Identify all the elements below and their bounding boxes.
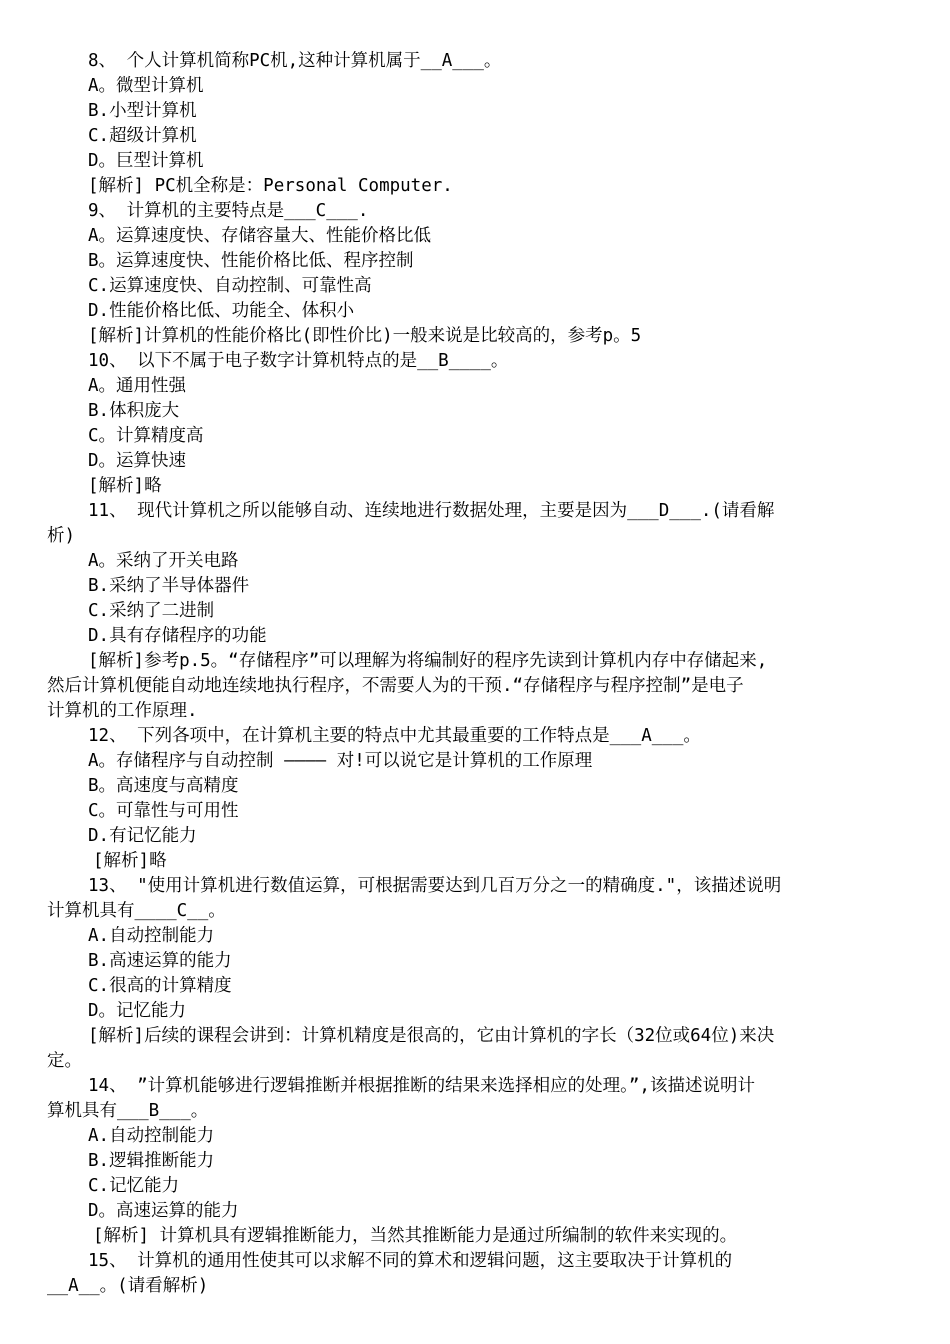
q12-option-a: A。存储程序与自动控制 ———— 对!可以说它是计算机的工作原理: [88, 751, 593, 771]
q14-explanation: [解析] 计算机具有逻辑推断能力，当然其推断能力是通过所编制的软件来实现的。: [93, 1226, 738, 1246]
q14-option-d: D。高速运算的能力: [88, 1201, 239, 1221]
q13-option-c: C.很高的计算精度: [88, 976, 232, 996]
q10-option-b: B.体积庞大: [88, 401, 180, 421]
q10-explanation: [解析]略: [88, 476, 162, 496]
q15-stem-continued: __A__。(请看解析): [47, 1276, 209, 1296]
q11-explanation: [解析]参考p.5。“存储程序”可以理解为将编制好的程序先读到计算机内存中存储起来,: [88, 651, 768, 671]
q13-explanation-continued: 定。: [47, 1051, 82, 1071]
q14-stem: 14、 ”计算机能够进行逻辑推断并根据推断的结果来选择相应的处理。”,该描述说明计: [88, 1076, 755, 1096]
q11-explanation-continued-1: 然后计算机便能自动地连续地执行程序，不需要人为的干预.“存储程序与程序控制”是电子: [47, 676, 744, 696]
q13-explanation: [解析]后续的课程会讲到：计算机精度是很高的，它由计算机的字长（32位或64位)来决: [88, 1026, 775, 1046]
q8-option-c: C.超级计算机: [88, 126, 197, 146]
q12-stem: 12、 下列各项中，在计算机主要的特点中尤其最重要的工作特点是___A___。: [88, 726, 701, 746]
q15-stem: 15、 计算机的通用性使其可以求解不同的算术和逻辑问题，这主要取决于计算机的: [88, 1251, 733, 1271]
q14-option-b: B.逻辑推断能力: [88, 1151, 215, 1171]
q8-option-b: B.小型计算机: [88, 101, 197, 121]
q13-option-a: A.自动控制能力: [88, 926, 215, 946]
q11-explanation-continued-2: 计算机的工作原理.: [47, 701, 198, 721]
q9-option-a: A。运算速度快、存储容量大、性能价格比低: [88, 226, 432, 246]
q11-stem: 11、 现代计算机之所以能够自动、连续地进行数据处理，主要是因为___D___.(请看解: [88, 501, 775, 521]
q14-option-a: A.自动控制能力: [88, 1126, 215, 1146]
q8-stem: 8、 个人计算机简称PC机,这种计算机属于__A___。: [88, 51, 502, 71]
q9-option-d: D.性能价格比低、功能全、体积小: [88, 301, 355, 321]
q10-option-a: A。通用性强: [88, 376, 187, 396]
q13-option-d: D。记忆能力: [88, 1001, 187, 1021]
q12-option-b: B。高速度与高精度: [88, 776, 239, 796]
q14-option-c: C.记忆能力: [88, 1176, 180, 1196]
q9-explanation: [解析]计算机的性能价格比(即性价比)一般来说是比较高的，参考p。5: [88, 326, 642, 346]
q12-option-c: C。可靠性与可用性: [88, 801, 239, 821]
q13-stem: 13、 "使用计算机进行数值运算，可根据需要达到几百万分之一的精确度."，该描述说明: [88, 876, 782, 896]
q13-stem-continued: 计算机具有____C__。: [47, 901, 226, 921]
q8-option-d: D。巨型计算机: [88, 151, 204, 171]
q9-stem: 9、 计算机的主要特点是___C___.: [88, 201, 369, 221]
q12-option-d: D.有记忆能力: [88, 826, 197, 846]
q11-option-d: D.具有存储程序的功能: [88, 626, 267, 646]
q11-stem-continued: 析): [47, 526, 76, 546]
q9-option-c: C.运算速度快、自动控制、可靠性高: [88, 276, 372, 296]
q11-option-c: C.采纳了二进制: [88, 601, 215, 621]
q11-option-a: A。采纳了开关电路: [88, 551, 239, 571]
q10-stem: 10、 以下不属于电子数字计算机特点的是__B____。: [88, 351, 509, 371]
q11-option-b: B.采纳了半导体器件: [88, 576, 250, 596]
q8-explanation: [解析] PC机全称是：Personal Computer.: [88, 176, 453, 196]
q14-stem-continued: 算机具有___B___。: [47, 1101, 209, 1121]
q8-option-a: A。微型计算机: [88, 76, 204, 96]
q13-option-b: B.高速运算的能力: [88, 951, 232, 971]
q9-option-b: B。运算速度快、性能价格比低、程序控制: [88, 251, 414, 271]
q10-option-c: C。计算精度高: [88, 426, 204, 446]
q12-explanation: [解析]略: [93, 851, 167, 871]
q10-option-d: D。运算快速: [88, 451, 187, 471]
